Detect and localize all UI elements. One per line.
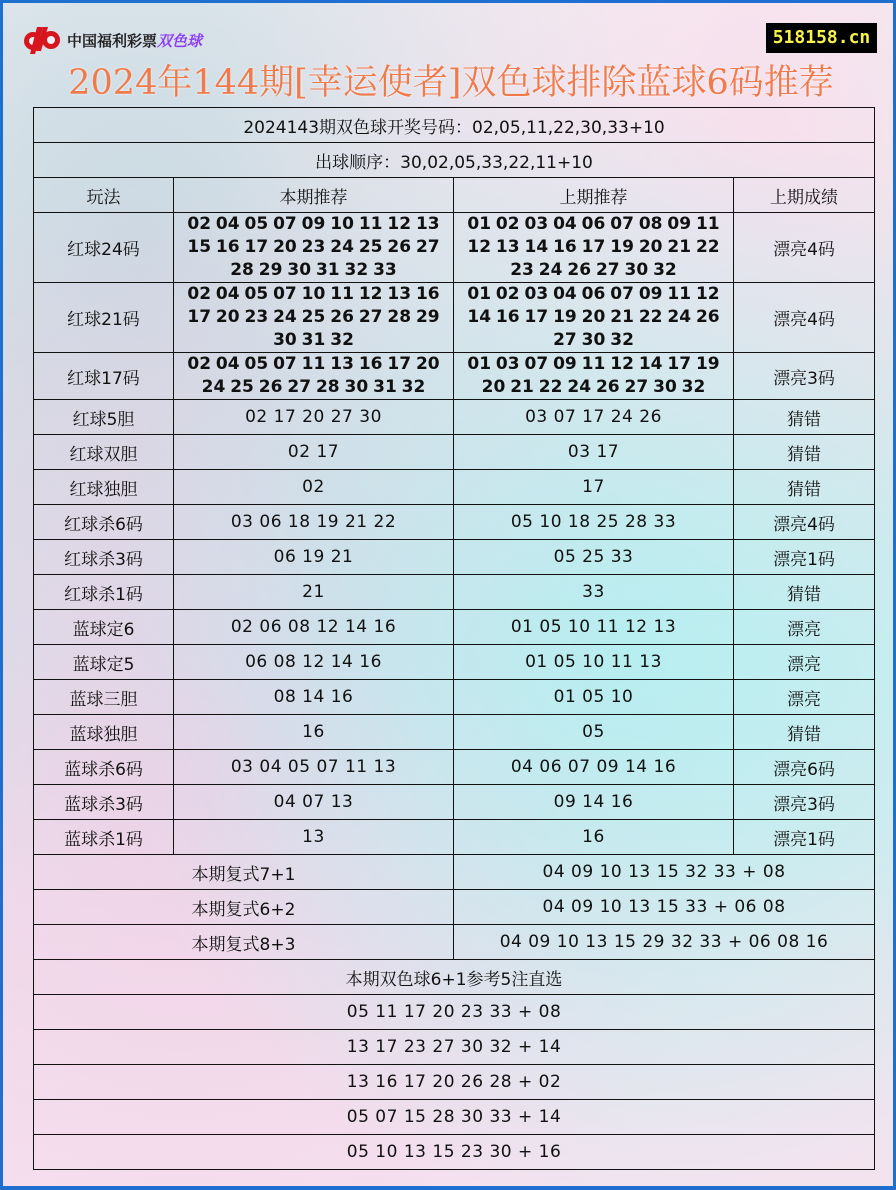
prediction-table — [33, 107, 875, 1170]
fushi-numbers: 04 09 10 13 15 33 + 06 08 — [454, 890, 875, 925]
current-numbers: 16 — [174, 715, 454, 750]
previous-numbers: 17 — [454, 470, 734, 505]
previous-result: 漂亮3码 — [734, 785, 875, 820]
draw-result-row — [34, 108, 875, 143]
previous-numbers: 01 03 07 09 11 12 14 17 19 20 21 22 24 26 27 30 32 — [454, 353, 734, 400]
previous-result: 漂亮1码 — [734, 820, 875, 855]
table-row — [34, 820, 875, 855]
table-row — [34, 715, 875, 750]
previous-result: 漂亮4码 — [734, 283, 875, 353]
fushi-row — [34, 855, 875, 890]
previous-result: 漂亮3码 — [734, 353, 875, 400]
fushi-row — [34, 925, 875, 960]
table-row — [34, 470, 875, 505]
draw-result: 2024143期双色球开奖号码：02,05,11,22,30,33+10 — [34, 108, 875, 143]
current-numbers: 21 — [174, 575, 454, 610]
site-badge[interactable]: 518158.cn — [766, 23, 877, 53]
play-name: 红球5胆 — [34, 400, 174, 435]
play-name: 红球双胆 — [34, 435, 174, 470]
previous-numbers: 33 — [454, 575, 734, 610]
play-name: 蓝球定6 — [34, 610, 174, 645]
current-numbers: 03 04 05 07 11 13 — [174, 750, 454, 785]
table-row — [34, 400, 875, 435]
previous-numbers: 05 10 18 25 28 33 — [454, 505, 734, 540]
play-name: 红球独胆 — [34, 470, 174, 505]
picks-title-row — [34, 960, 875, 995]
table-row — [34, 680, 875, 715]
play-name: 红球17码 — [34, 353, 174, 400]
current-numbers: 02 17 20 27 30 — [174, 400, 454, 435]
current-numbers: 06 19 21 — [174, 540, 454, 575]
table-row — [34, 435, 875, 470]
fushi-label: 本期复式8+3 — [34, 925, 454, 960]
fushi-numbers: 04 09 10 13 15 29 32 33 + 06 08 16 — [454, 925, 875, 960]
previous-result: 漂亮4码 — [734, 213, 875, 283]
previous-numbers: 03 17 — [454, 435, 734, 470]
current-numbers: 02 04 05 07 10 11 12 13 16 17 20 23 24 25 26 27 28 29 30 31 32 — [174, 283, 454, 353]
pick-row — [34, 1135, 875, 1170]
draw-order: 出球顺序：30,02,05,33,22,11+10 — [34, 143, 875, 178]
previous-numbers: 05 25 33 — [454, 540, 734, 575]
header-row — [34, 178, 875, 213]
column-header: 玩法 — [34, 178, 174, 213]
table-row — [34, 353, 875, 400]
play-name: 红球杀3码 — [34, 540, 174, 575]
previous-result: 漂亮 — [734, 645, 875, 680]
previous-numbers: 01 02 03 04 06 07 09 11 12 14 16 17 19 20 21 22 24 26 27 30 32 — [454, 283, 734, 353]
pick-row — [34, 1065, 875, 1100]
current-numbers: 03 06 18 19 21 22 — [174, 505, 454, 540]
current-numbers: 13 — [174, 820, 454, 855]
column-header: 本期推荐 — [174, 178, 454, 213]
table-row — [34, 575, 875, 610]
play-name: 红球21码 — [34, 283, 174, 353]
previous-result: 猜错 — [734, 470, 875, 505]
pick-numbers: 05 11 17 20 23 33 + 08 — [34, 995, 875, 1030]
pick-row — [34, 1030, 875, 1065]
play-name: 蓝球独胆 — [34, 715, 174, 750]
table-row — [34, 785, 875, 820]
previous-numbers: 01 05 10 — [454, 680, 734, 715]
previous-numbers: 01 02 03 04 06 07 08 09 11 12 13 14 16 17 19 20 21 22 23 24 26 27 30 32 — [454, 213, 734, 283]
previous-result: 猜错 — [734, 715, 875, 750]
previous-numbers: 16 — [454, 820, 734, 855]
current-numbers: 02 04 05 07 11 13 16 17 20 24 25 26 27 28 30 31 32 — [174, 353, 454, 400]
pick-row — [34, 1100, 875, 1135]
pick-numbers: 05 10 13 15 23 30 + 16 — [34, 1135, 875, 1170]
previous-result: 猜错 — [734, 435, 875, 470]
play-name: 蓝球杀3码 — [34, 785, 174, 820]
current-numbers: 02 17 — [174, 435, 454, 470]
table-row — [34, 505, 875, 540]
pick-numbers: 13 17 23 27 30 32 + 14 — [34, 1030, 875, 1065]
previous-numbers: 03 07 17 24 26 — [454, 400, 734, 435]
fushi-label: 本期复式6+2 — [34, 890, 454, 925]
draw-order-row — [34, 143, 875, 178]
pick-numbers: 13 16 17 20 26 28 + 02 — [34, 1065, 875, 1100]
current-numbers: 02 — [174, 470, 454, 505]
previous-numbers: 05 — [454, 715, 734, 750]
table-row — [34, 750, 875, 785]
previous-result: 漂亮6码 — [734, 750, 875, 785]
pick-numbers: 05 07 15 28 30 33 + 14 — [34, 1100, 875, 1135]
previous-result: 漂亮 — [734, 680, 875, 715]
welfare-lottery-logo-icon — [21, 25, 63, 55]
table-row — [34, 610, 875, 645]
play-name: 红球24码 — [34, 213, 174, 283]
previous-result: 漂亮1码 — [734, 540, 875, 575]
table-row — [34, 213, 875, 283]
previous-numbers: 09 14 16 — [454, 785, 734, 820]
table-row — [34, 540, 875, 575]
picks-title: 本期双色球6+1参考5注直选 — [34, 960, 875, 995]
previous-result: 漂亮 — [734, 610, 875, 645]
previous-result: 猜错 — [734, 575, 875, 610]
logo-brand: 双色球 — [157, 31, 203, 50]
play-name: 红球杀1码 — [34, 575, 174, 610]
previous-result: 猜错 — [734, 400, 875, 435]
fushi-label: 本期复式7+1 — [34, 855, 454, 890]
previous-numbers: 01 05 10 11 13 — [454, 645, 734, 680]
column-header: 上期成绩 — [734, 178, 875, 213]
pick-row — [34, 995, 875, 1030]
current-numbers: 06 08 12 14 16 — [174, 645, 454, 680]
play-name: 蓝球杀1码 — [34, 820, 174, 855]
previous-numbers: 01 05 10 11 12 13 — [454, 610, 734, 645]
current-numbers: 04 07 13 — [174, 785, 454, 820]
play-name: 红球杀6码 — [34, 505, 174, 540]
current-numbers: 08 14 16 — [174, 680, 454, 715]
previous-numbers: 04 06 07 09 14 16 — [454, 750, 734, 785]
previous-result: 漂亮4码 — [734, 505, 875, 540]
column-header: 上期推荐 — [454, 178, 734, 213]
table-row — [34, 283, 875, 353]
play-name: 蓝球三胆 — [34, 680, 174, 715]
current-numbers: 02 06 08 12 14 16 — [174, 610, 454, 645]
current-numbers: 02 04 05 07 09 10 11 12 13 15 16 17 20 23 24 25 26 27 28 29 30 31 32 33 — [174, 213, 454, 283]
play-name: 蓝球定5 — [34, 645, 174, 680]
play-name: 蓝球杀6码 — [34, 750, 174, 785]
fushi-row — [34, 890, 875, 925]
table-row — [34, 645, 875, 680]
fushi-numbers: 04 09 10 13 15 32 33 + 08 — [454, 855, 875, 890]
logo-text: 中国福利彩票双色球 — [67, 31, 203, 50]
page-title: 2024年144期[幸运使者]双色球排除蓝球6码推荐 — [68, 63, 834, 103]
lottery-logo — [21, 25, 202, 55]
